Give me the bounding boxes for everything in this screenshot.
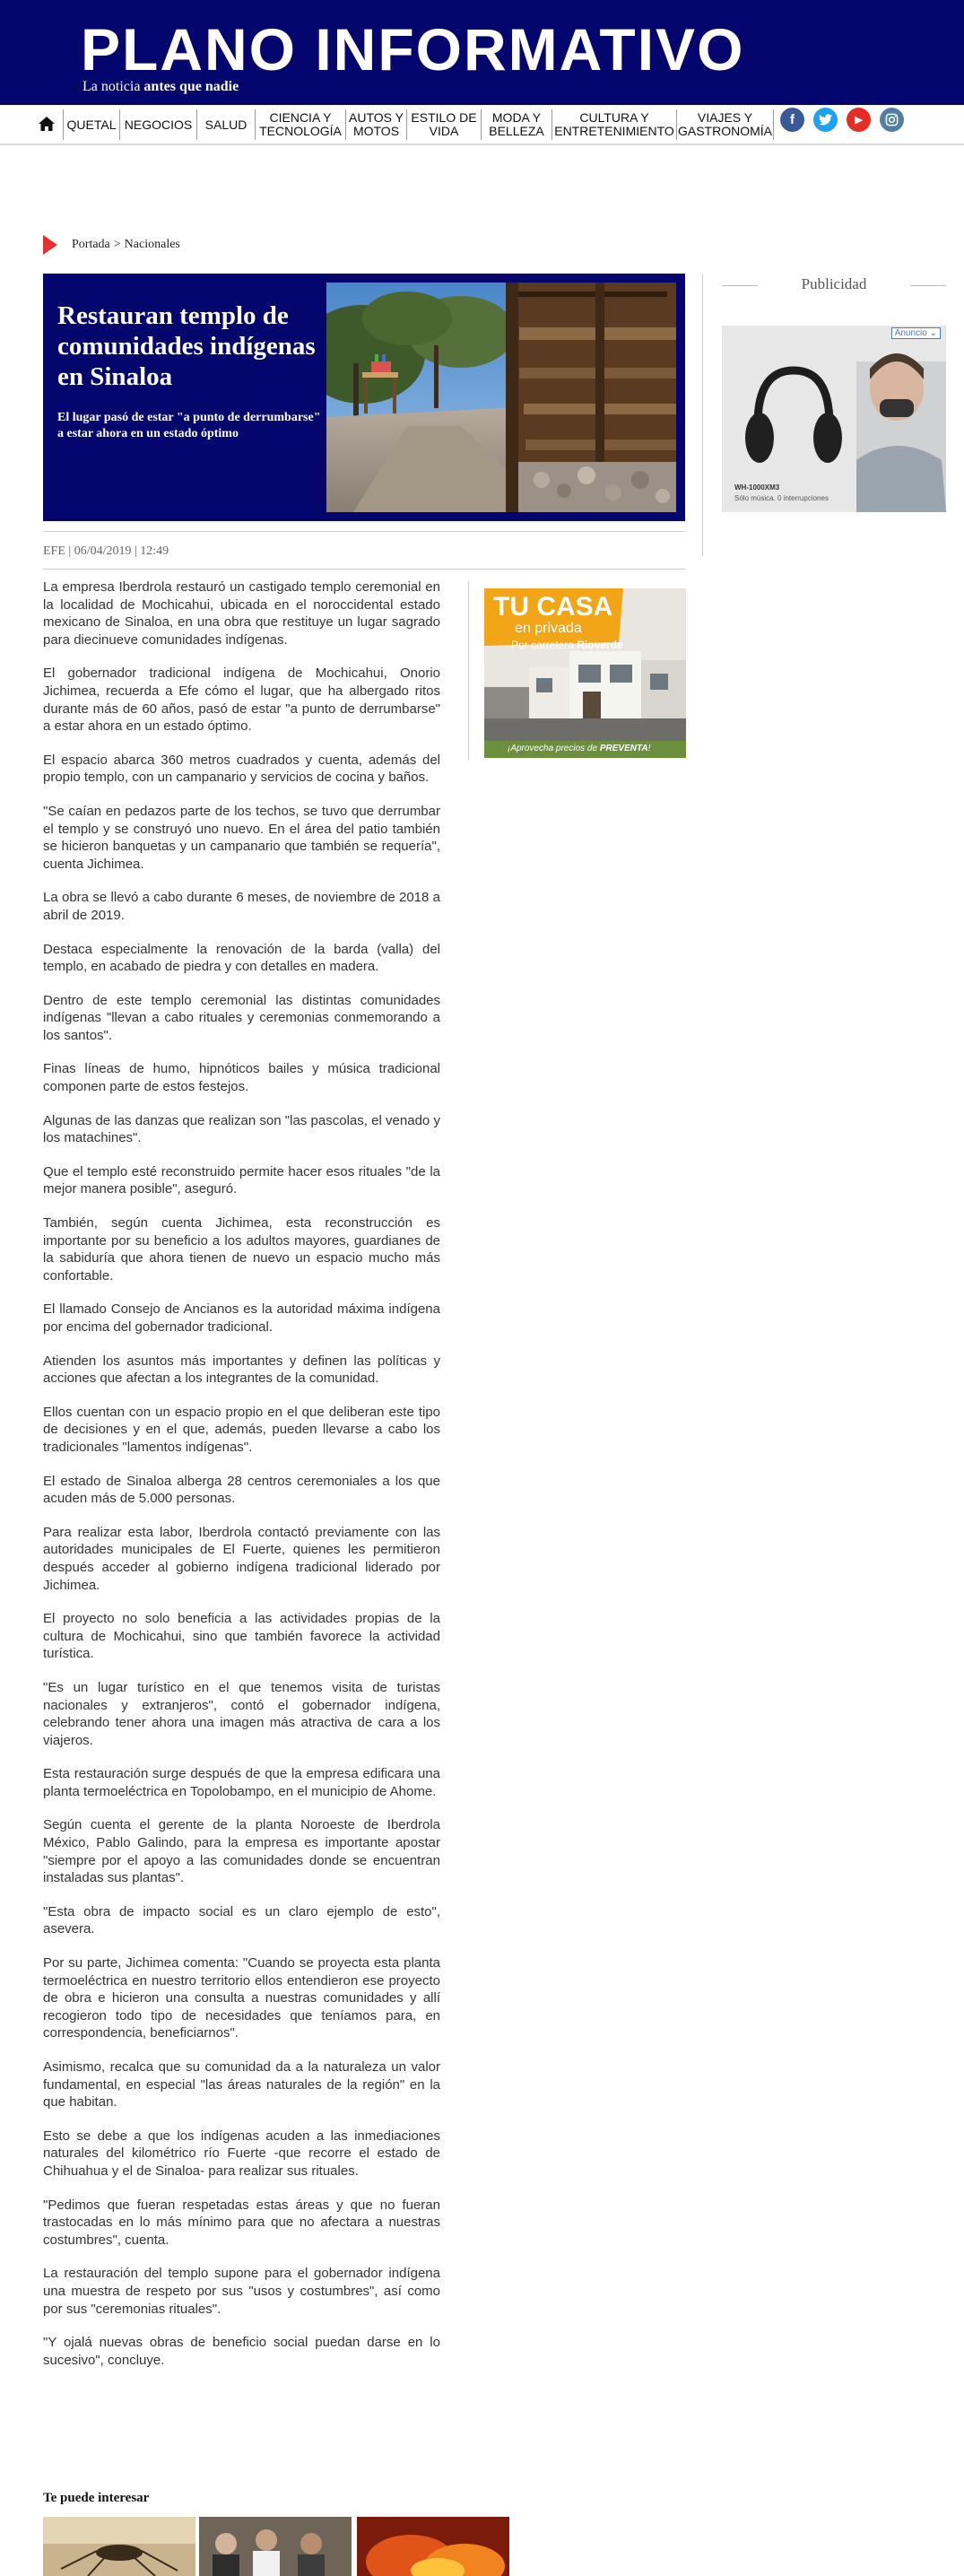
- tagline-plain: La noticia: [83, 79, 141, 94]
- article-paragraph: También, según cuenta Jichimea, esta reconstrucción es importante por su beneficio a los adultos mayores, guardianes de la sabiduría que ahora tienen de nuevo un espacio mucho más confortable.: [43, 1215, 440, 1284]
- tagline-bold: antes que nadie: [143, 79, 239, 94]
- youtube-icon: ▶: [855, 115, 863, 126]
- article-paragraph: Según cuenta el gerente de la planta Noroeste de Iberdrola México, Pablo Galindo, para la empresa es importante apostar "siempre por el apoyo a las comunidades donde se encuentran instaladas sus plantas".: [43, 1817, 440, 1886]
- nav-item-autos[interactable]: AUTOS Y MOTOS: [345, 109, 406, 140]
- ad-footer: [508, 744, 650, 753]
- ad-footer-plain: ¡Aprovecha precios de: [508, 744, 598, 753]
- youtube-link[interactable]: [847, 108, 871, 132]
- facebook-link[interactable]: [780, 108, 804, 132]
- ad-badge-label: Anuncio: [894, 328, 927, 338]
- twitter-link[interactable]: [813, 108, 838, 132]
- article-paragraph: La obra se llevó a cabo durante 6 meses, de noviembre de 2018 a abril de 2019.: [43, 890, 440, 923]
- ad-badge[interactable]: [891, 327, 941, 339]
- article-paragraph: Por su parte, Jichimea comenta: "Cuando se proyecta esta planta termoeléctrica en nuestro territorio ellos entendieron ese proyecto de obra e hicieron una consulta a nuestras comunidades y allí recogieron todo tipo de necesidades que teníamos para, en correspondencia, beneficiarnos".: [43, 1955, 440, 2041]
- article-hero-photo: [326, 283, 676, 512]
- article-body: [43, 579, 440, 2385]
- article-paragraph: Esta restauración surge después de que la empresa edificara una planta termoeléctrica en Topolobampo, en el municipio de Ahome.: [43, 1766, 440, 1799]
- site-tagline: [83, 79, 239, 95]
- inline-ad-divider: [468, 581, 469, 761]
- headphones-ad[interactable]: [722, 326, 946, 512]
- article-meta: EFE | 06/04/2019 | 12:49: [43, 544, 169, 558]
- breadcrumb-separator: >: [113, 238, 121, 251]
- article-paragraph: Que el templo esté reconstruido permite hacer esos rituales "de la mejor manera posible", aseguró.: [43, 1163, 440, 1197]
- hero-divider: [43, 531, 685, 532]
- article-date: 06/04/2019: [74, 544, 132, 558]
- real-estate-ad[interactable]: [484, 588, 686, 758]
- article-paragraph: Para realizar esta labor, Iberdrola contactó previamente con las autoridades municipales de El Fuerte, quienes les permitieron después acceder al gobierno indígena tradicional liderado por Jichimea.: [43, 1524, 440, 1593]
- article-hero: [43, 274, 685, 521]
- article-paragraph: Esto se debe a que los indígenas acuden a las inmediaciones naturales del kilométrico río Fuerte -que recorre el estado de Chihuahua y el de Sinaloa- para realizar sus rituales.: [43, 2128, 440, 2179]
- breadcrumb-section-link[interactable]: Nacionales: [124, 238, 180, 251]
- ad-line3-plain: Por carretera: [511, 639, 575, 651]
- breadcrumb: [43, 235, 180, 255]
- ad-footer-bold: PREVENTA: [599, 744, 648, 753]
- nav-item-estilo[interactable]: ESTILO DE VIDA: [406, 109, 481, 140]
- article-paragraph: Ellos cuentan con un espacio propio en el que deliberan este tipo de decisiones y en el que, además, pueden llevarse a cabo los tradicionales "lamentos indígenas".: [43, 1404, 440, 1455]
- breadcrumb-home-link[interactable]: Portada: [72, 238, 110, 251]
- article-paragraph: "Esta obra de impacto social es un claro ejemplo de esto", asevera.: [43, 1903, 440, 1937]
- article-paragraph: "Y ojalá nuevas obras de beneficio social puedan darse en lo sucesivo", concluye.: [43, 2335, 440, 2368]
- nav-item-salud[interactable]: SALUD: [196, 109, 255, 140]
- sidebar-divider: [702, 274, 703, 556]
- article-source: EFE: [43, 544, 65, 558]
- site-header: [0, 0, 964, 105]
- article-title: Restauran templo de comunidades indígenas en Sinaloa: [57, 301, 316, 391]
- facebook-icon: f: [790, 112, 795, 127]
- article-paragraph: "Es un lugar turístico en el que tenemos visita de turistas nacionales y extranjeros", contó el gobernador indígena, celebrando tener ahora una imagen más atractiva de cara a los viajeros.: [43, 1679, 440, 1748]
- article-paragraph: El espacio abarca 360 metros cuadrados y cuenta, además del propio templo, con un campanario y servicios de cocina y baños.: [43, 752, 440, 786]
- article-paragraph: El llamado Consejo de Ancianos es la autoridad máxima indígena por encima del gobernador tradicional.: [43, 1301, 440, 1335]
- ad-caption: Sólo música. 0 interrupciones: [734, 494, 829, 502]
- ad-line3: [511, 639, 623, 651]
- ad-footer-end: !: [647, 744, 651, 753]
- ad-line2: en privada: [515, 621, 582, 636]
- article-paragraph: Asimismo, recalca que su comunidad da a la naturaleza un valor fundamental, en especial "las áreas naturales de la región" en la que habitan.: [43, 2059, 440, 2110]
- article-paragraph: "Se caían en pedazos parte de los techos, se tuvo que derrumbar el templo y se construyó uno nuevo. En el área del patio también se hicieron banquetas y un campanario que también se requería", cuenta Jichimea.: [43, 803, 440, 872]
- article-subtitle: El lugar pasó de estar "a punto de derrumbarse" a estar ahora en un estado óptimo: [57, 411, 321, 440]
- article-paragraph: Atienden los asuntos más importantes y definen las políticas y acciones que afectan a los integrantes de la comunidad.: [43, 1353, 440, 1387]
- nav-item-cultura[interactable]: CULTURA Y ENTRETENIMIENTO: [551, 109, 676, 140]
- related-thumb-mosquito[interactable]: [43, 2517, 195, 2576]
- article-paragraph: "Pedimos que fueran respetadas estas áreas y que no fueran trastocadas en lo más mínimo para que no afectara a nuestras costumbres", cuenta.: [43, 2197, 440, 2248]
- home-icon: [39, 117, 55, 131]
- article-paragraph: Algunas de las danzas que realizan son "las pascolas, el venado y los matachines".: [43, 1112, 440, 1146]
- related-heading: Te puede interesar: [43, 2491, 150, 2505]
- article-paragraph: El gobernador tradicional indígena de Mochicahui, Onorio Jichimea, recuerda a Efe cómo el lugar, que ha albergado ritos durante más de 60 años, pasó de estar "a punto de derrumbarse" a estar ahora en un estado óptimo.: [43, 666, 440, 735]
- breadcrumb-arrow-icon: [43, 235, 57, 255]
- publicidad-label: Publicidad: [801, 275, 867, 292]
- article-paragraph: El proyecto no solo beneficia a las actividades propias de la cultura de Mochicahui, sino que también favorece la actividad turística.: [43, 1611, 440, 1662]
- home-button[interactable]: [34, 112, 59, 135]
- nav-item-moda[interactable]: MODA Y BELLEZA: [481, 109, 551, 140]
- article-paragraph: El estado de Sinaloa alberga 28 centros ceremoniales a los que acuden más de 5.000 personas.: [43, 1473, 440, 1507]
- article-paragraph: La restauración del templo supone para el gobernador indígena una muestra de respeto por sus "usos y costumbres", así como por sus "ceremonias rituales".: [43, 2266, 440, 2317]
- ad-headline: TU CASA: [493, 592, 613, 622]
- article-time: 12:49: [140, 544, 169, 558]
- nav-item-negocios[interactable]: NEGOCIOS: [119, 109, 196, 140]
- article-paragraph: La empresa Iberdrola restauró un castigado templo ceremonial en la localidad de Mochicahui, ubicada en el noroccidental estado mexicano de Sinaloa, en una obra que restituye un lugar sagrado para diecinueve comunidades indígenas.: [43, 579, 440, 648]
- chevron-down-icon: ⌄: [929, 328, 937, 338]
- site-logo[interactable]: PLANO INFORMATIVO: [81, 16, 745, 83]
- nav-item-ciencia[interactable]: CIENCIA Y TECNOLOGÍA: [255, 109, 345, 140]
- related-thumb-fire[interactable]: [357, 2517, 509, 2576]
- ad-line3-bold: Rioverde: [577, 639, 623, 651]
- article-paragraph: Finas líneas de humo, hipnóticos bailes y música tradicional componen parte de estos festejos.: [43, 1061, 440, 1095]
- nav-item-viajes[interactable]: VIAJES Y GASTRONOMÍA: [677, 110, 772, 138]
- article-paragraph: Destaca especialmente la renovación de la barda (valla) del templo, en acabado de piedra y con detalles en madera.: [43, 941, 440, 975]
- nav-item-quetal[interactable]: QUETAL: [63, 109, 119, 140]
- meta-divider: [43, 569, 685, 570]
- ad-model: WH-1000XM3: [734, 483, 780, 492]
- instagram-icon: [885, 113, 899, 126]
- related-thumb-crowd[interactable]: [199, 2517, 352, 2576]
- instagram-link[interactable]: [880, 108, 904, 132]
- article-paragraph: Dentro de este templo ceremonial las distintas comunidades indígenas "llevan a cabo rituales y ceremonias conmemorando a los santos".: [43, 992, 440, 1043]
- twitter-icon: [819, 114, 832, 126]
